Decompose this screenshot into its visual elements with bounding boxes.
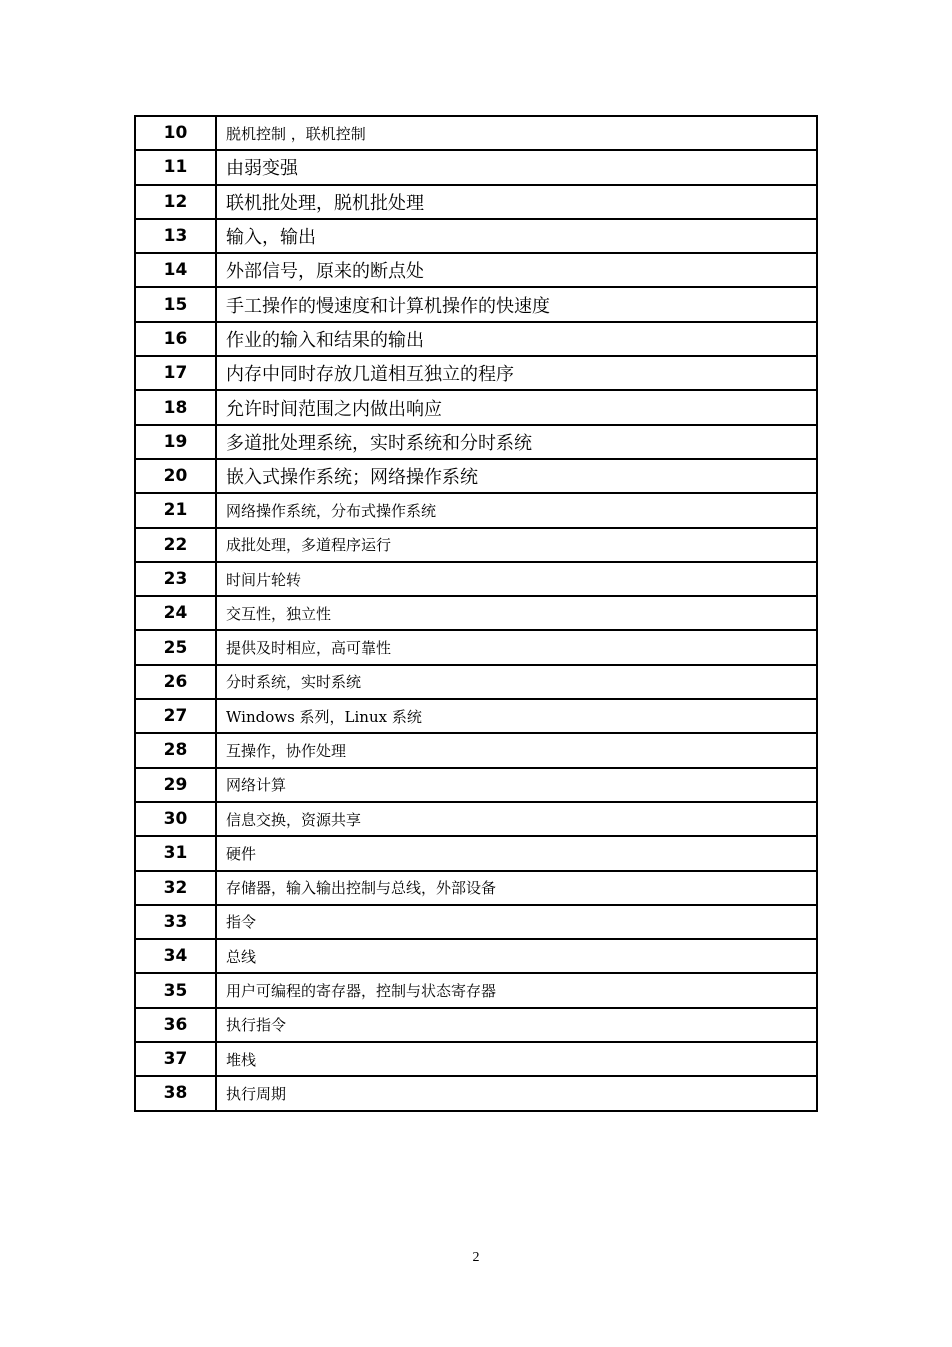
answer-text: 嵌入式操作系统；网络操作系统 (216, 459, 817, 493)
table-row (135, 287, 817, 321)
table-row (135, 459, 817, 493)
question-number: 36 (135, 1008, 216, 1042)
answer-text: 手工操作的慢速度和计算机操作的快速度 (216, 287, 817, 321)
question-number: 19 (135, 425, 216, 459)
question-number: 38 (135, 1076, 216, 1110)
table-row (135, 939, 817, 973)
table-row (135, 185, 817, 219)
table-row (135, 116, 817, 150)
table-row (135, 1008, 817, 1042)
table-row (135, 562, 817, 596)
answer-text: 互操作，协作处理 (216, 733, 817, 767)
answer-text: 作业的输入和结果的输出 (216, 322, 817, 356)
question-number: 32 (135, 871, 216, 905)
table-row (135, 390, 817, 424)
question-number: 31 (135, 836, 216, 870)
question-number: 16 (135, 322, 216, 356)
question-number: 11 (135, 150, 216, 184)
answer-text: 堆栈 (216, 1042, 817, 1076)
question-number: 13 (135, 219, 216, 253)
answer-text: 内存中同时存放几道相互独立的程序 (216, 356, 817, 390)
answer-text: 分时系统，实时系统 (216, 665, 817, 699)
question-number: 33 (135, 905, 216, 939)
answer-text: 硬件 (216, 836, 817, 870)
answer-text: 用户可编程的寄存器，控制与状态寄存器 (216, 973, 817, 1007)
question-number: 35 (135, 973, 216, 1007)
question-number: 34 (135, 939, 216, 973)
question-number: 17 (135, 356, 216, 390)
question-number: 27 (135, 699, 216, 733)
answer-text: Windows 系列，Linux 系统 (216, 699, 817, 733)
answer-text: 存储器，输入输出控制与总线，外部设备 (216, 871, 817, 905)
answer-table (134, 115, 818, 1112)
question-number: 21 (135, 493, 216, 527)
question-number: 12 (135, 185, 216, 219)
table-row (135, 356, 817, 390)
answer-text: 联机批处理，脱机批处理 (216, 185, 817, 219)
table-row (135, 322, 817, 356)
table-row (135, 219, 817, 253)
answer-table-body (135, 116, 817, 1111)
answer-text: 允许时间范围之内做出响应 (216, 390, 817, 424)
answer-text: 由弱变强 (216, 150, 817, 184)
answer-text: 时间片轮转 (216, 562, 817, 596)
table-row (135, 665, 817, 699)
table-row (135, 596, 817, 630)
answer-text: 网络操作系统，分布式操作系统 (216, 493, 817, 527)
answer-text: 信息交换，资源共享 (216, 802, 817, 836)
question-number: 10 (135, 116, 216, 150)
question-number: 30 (135, 802, 216, 836)
answer-text: 网络计算 (216, 768, 817, 802)
table-row (135, 1076, 817, 1110)
question-number: 22 (135, 528, 216, 562)
table-row (135, 802, 817, 836)
question-number: 18 (135, 390, 216, 424)
question-number: 26 (135, 665, 216, 699)
table-row (135, 528, 817, 562)
question-number: 28 (135, 733, 216, 767)
question-number: 25 (135, 630, 216, 664)
table-row (135, 253, 817, 287)
answer-text: 指令 (216, 905, 817, 939)
table-row (135, 768, 817, 802)
answer-text: 输入，输出 (216, 219, 817, 253)
answer-text: 脱机控制 ，联机控制 (216, 116, 817, 150)
answer-text: 执行指令 (216, 1008, 817, 1042)
table-row (135, 871, 817, 905)
table-row (135, 836, 817, 870)
table-row (135, 150, 817, 184)
answer-text: 总线 (216, 939, 817, 973)
table-row (135, 905, 817, 939)
question-number: 15 (135, 287, 216, 321)
answer-text: 执行周期 (216, 1076, 817, 1110)
table-row (135, 1042, 817, 1076)
answer-text: 成批处理，多道程序运行 (216, 528, 817, 562)
page-number: 2 (472, 1250, 480, 1265)
table-row (135, 973, 817, 1007)
answer-text: 提供及时相应，高可靠性 (216, 630, 817, 664)
answer-text: 多道批处理系统，实时系统和分时系统 (216, 425, 817, 459)
table-row (135, 630, 817, 664)
table-row (135, 699, 817, 733)
table-row (135, 425, 817, 459)
answer-text: 交互性，独立性 (216, 596, 817, 630)
table-row (135, 493, 817, 527)
table-row (135, 733, 817, 767)
question-number: 23 (135, 562, 216, 596)
question-number: 24 (135, 596, 216, 630)
question-number: 37 (135, 1042, 216, 1076)
question-number: 14 (135, 253, 216, 287)
question-number: 20 (135, 459, 216, 493)
question-number: 29 (135, 768, 216, 802)
answer-text: 外部信号，原来的断点处 (216, 253, 817, 287)
